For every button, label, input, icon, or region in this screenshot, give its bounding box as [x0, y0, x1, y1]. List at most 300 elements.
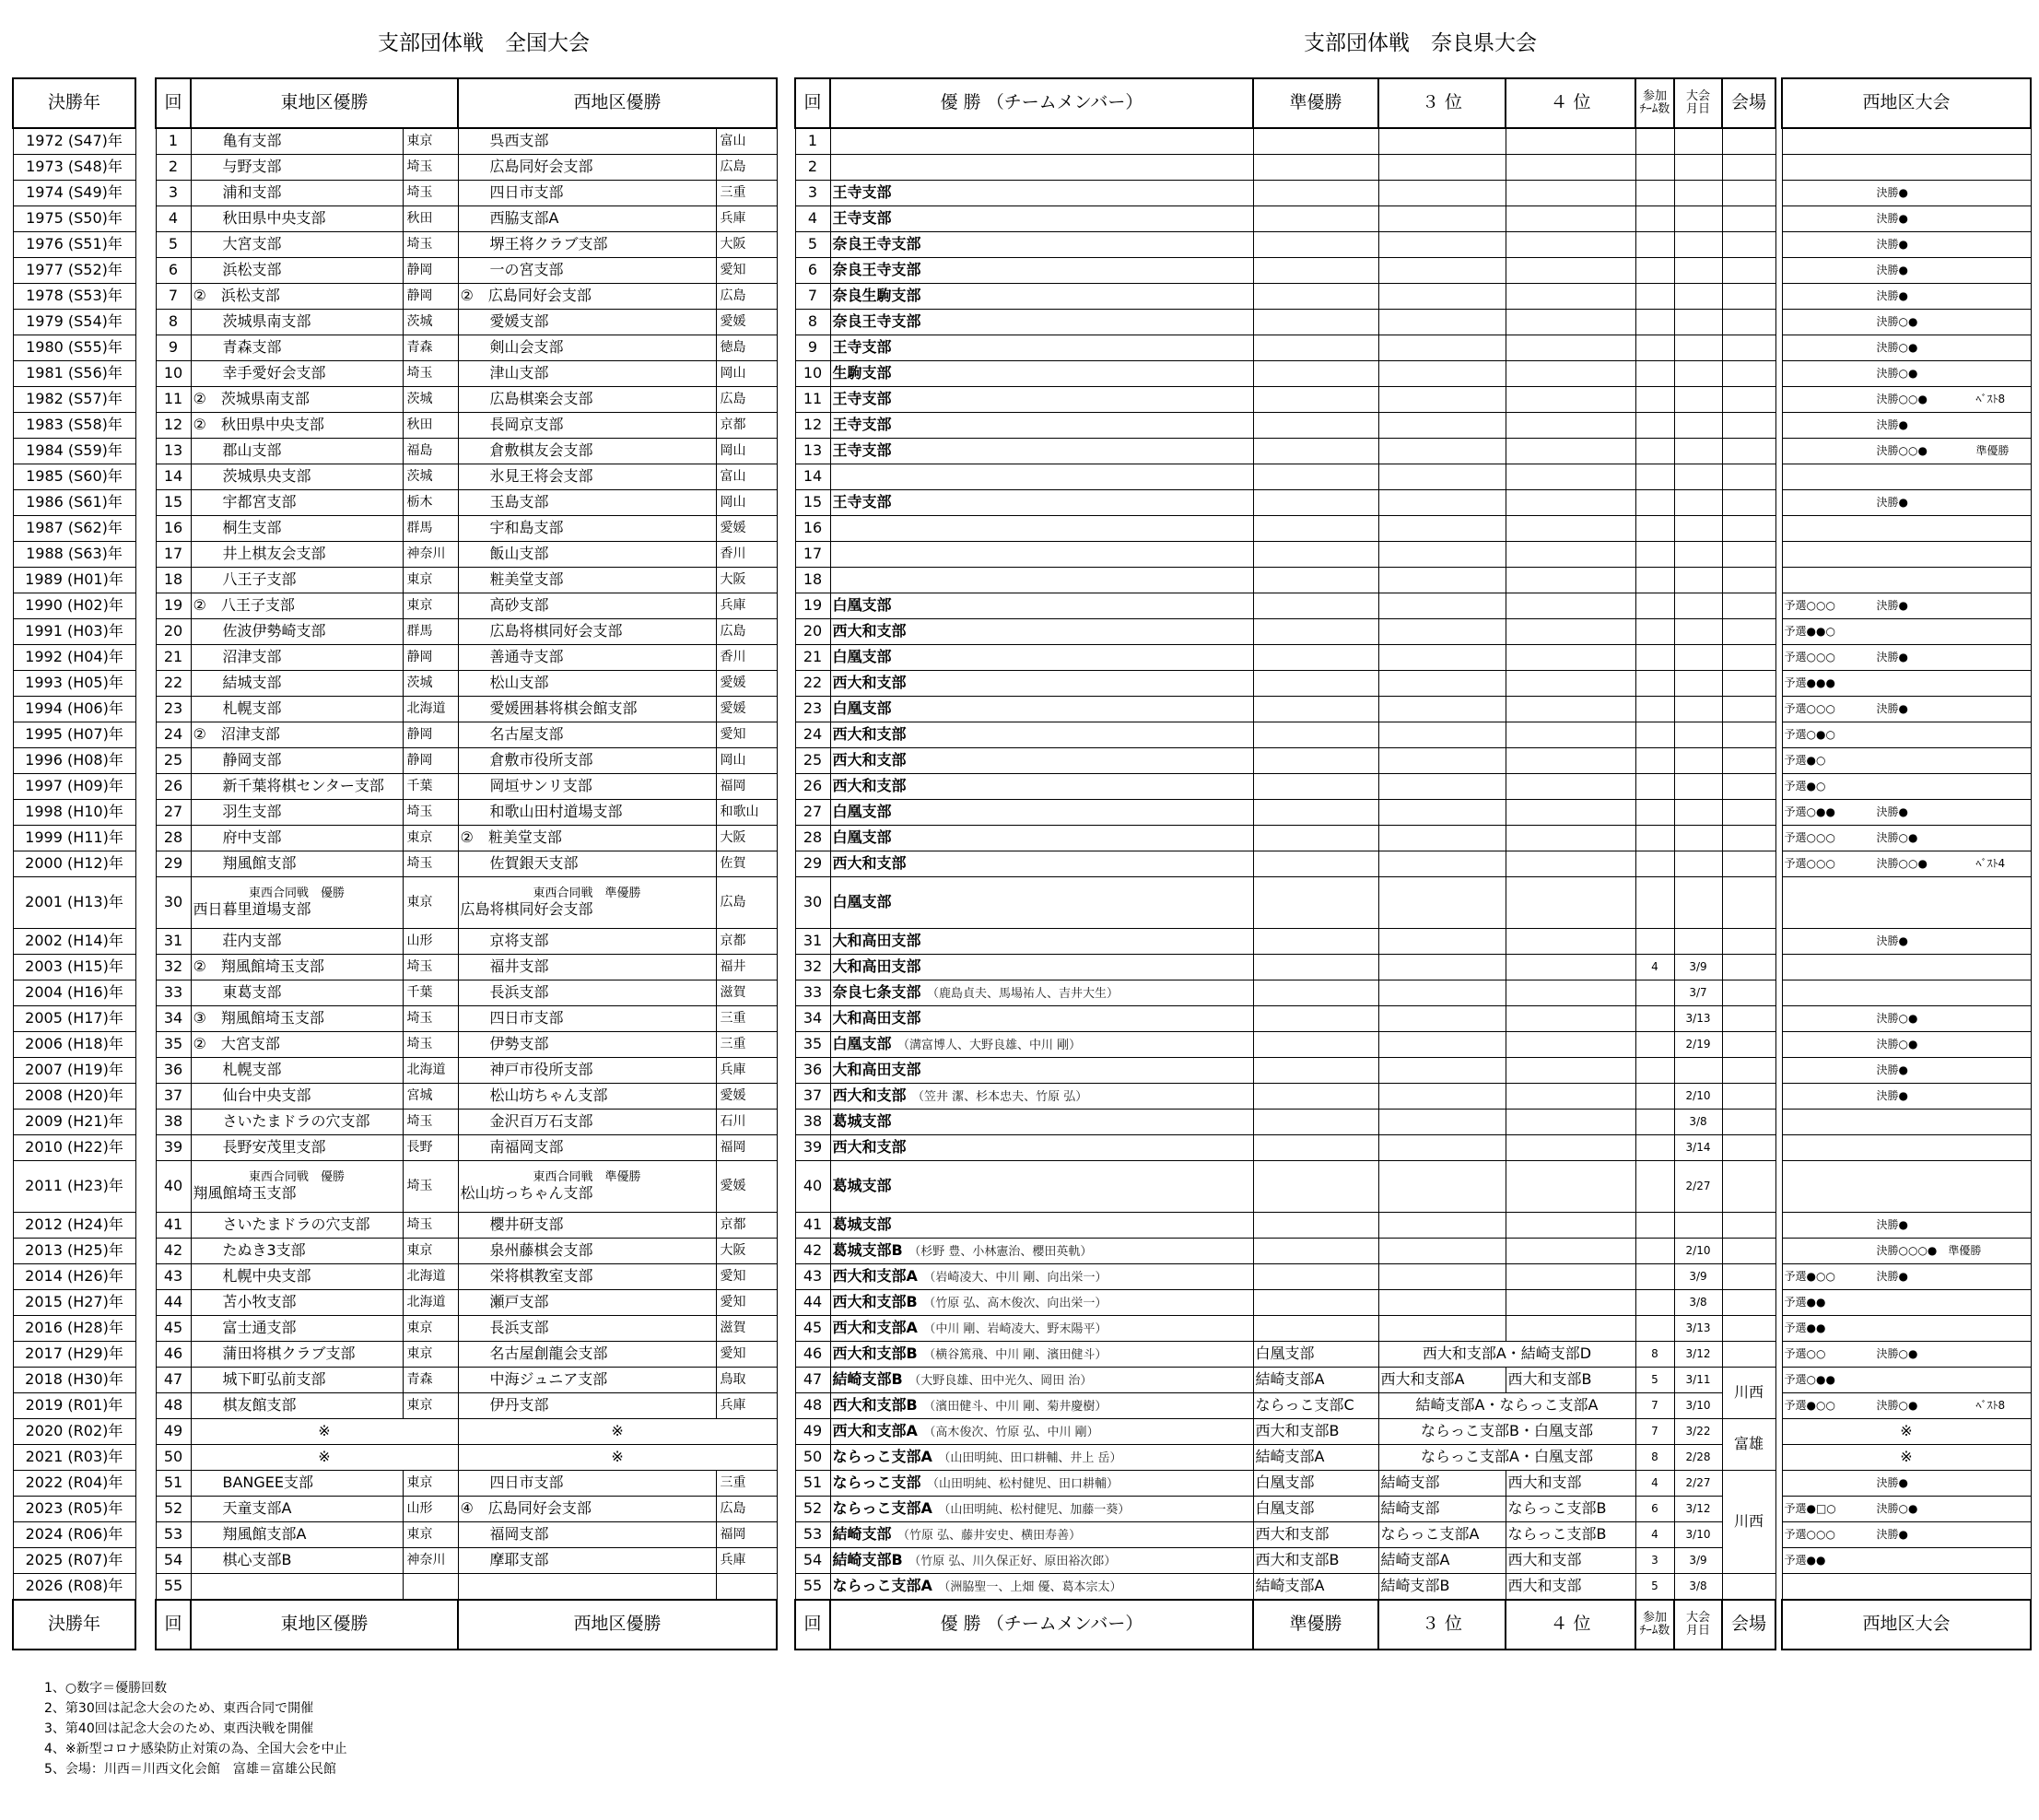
year-cell: 1989 (H01)年	[13, 568, 135, 593]
team-count	[1635, 1084, 1674, 1110]
west-prefecture: 香川	[716, 542, 777, 568]
fourth-place	[1506, 464, 1635, 490]
fourth-place	[1506, 1161, 1635, 1213]
year-cell: 2001 (H13)年	[13, 877, 135, 929]
year-row	[13, 128, 135, 155]
west-prefecture: 愛媛	[716, 671, 777, 697]
team-count: 4	[1635, 1471, 1674, 1497]
team-count	[1635, 1239, 1674, 1264]
fourth-place	[1506, 593, 1635, 619]
national-row	[156, 980, 777, 1006]
teams-header: 参加 ﾁｰﾑ数	[1635, 78, 1674, 128]
venue	[1722, 1213, 1775, 1239]
runner-up	[1253, 387, 1378, 413]
west-region-result	[1782, 1574, 2031, 1601]
winner-team: 葛城支部	[832, 1177, 892, 1195]
west-region-result: ※	[1782, 1445, 2031, 1471]
third-place	[1378, 1006, 1506, 1032]
east-winner: ② 八王子支部	[191, 593, 403, 619]
west-prefecture: 兵庫	[716, 1548, 777, 1574]
national-row	[156, 851, 777, 877]
national-row	[156, 1006, 777, 1032]
west-region-result	[1782, 232, 2031, 258]
winner-team: ならっこ支部A	[832, 1577, 932, 1595]
final-result: 決勝●	[1876, 264, 1908, 277]
west-region-row	[1782, 671, 2031, 697]
third-place	[1378, 619, 1506, 645]
round-number: 1	[156, 128, 191, 155]
team-count	[1635, 232, 1674, 258]
round-number: 23	[156, 697, 191, 722]
year-row	[13, 155, 135, 181]
nara-winner	[830, 877, 1253, 929]
third-place	[1378, 1032, 1506, 1058]
event-date	[1674, 310, 1722, 335]
round-number: 27	[156, 800, 191, 826]
winner-team: 大和高田支部	[832, 1061, 921, 1079]
runner-up	[1253, 826, 1378, 851]
team-count: 5	[1635, 1368, 1674, 1393]
final-result: 決勝●	[1876, 702, 1908, 716]
team-count	[1635, 335, 1674, 361]
nara-winner	[830, 697, 1253, 722]
west-winner: 佐賀銀天支部	[458, 851, 716, 877]
third-place	[1378, 284, 1506, 310]
runner-up: 結崎支部A	[1253, 1368, 1378, 1393]
fourth-place	[1506, 877, 1635, 929]
round-number: 35	[156, 1032, 191, 1058]
national-row	[156, 1574, 777, 1601]
nara-row	[795, 722, 1775, 748]
east-winner: 棋友館支部	[191, 1393, 403, 1419]
third-place: ならっこ支部A	[1378, 1522, 1506, 1548]
nara-winner	[830, 542, 1253, 568]
west-prefecture: 福岡	[716, 1522, 777, 1548]
venue	[1722, 1342, 1775, 1368]
third-place: ならっこ支部A・白凰支部	[1378, 1445, 1635, 1471]
west-prefecture: 兵庫	[716, 206, 777, 232]
west-region-row	[1782, 748, 2031, 774]
nara-row	[795, 645, 1775, 671]
nara-row	[795, 284, 1775, 310]
national-row	[156, 697, 777, 722]
west-winner: 倉敷市役所支部	[458, 748, 716, 774]
year-cell: 1973 (S48)年	[13, 155, 135, 181]
national-row	[156, 128, 777, 155]
east-prefecture: 秋田	[403, 413, 458, 439]
runner-up	[1253, 671, 1378, 697]
nara-row	[795, 1084, 1775, 1110]
event-date	[1674, 232, 1722, 258]
preliminary-result: 予選○○	[1784, 1347, 1826, 1361]
nara-round-number: 50	[795, 1445, 830, 1471]
west-region-row	[1782, 181, 2031, 206]
west-prefecture: 三重	[716, 181, 777, 206]
west-prefecture: 愛知	[716, 1290, 777, 1316]
nara-winner	[830, 1239, 1253, 1264]
year-cell: 2013 (H25)年	[13, 1239, 135, 1264]
nara-winner	[830, 722, 1253, 748]
preliminary-result: 予選●○	[1784, 780, 1826, 793]
third-place: 西大和支部A・結崎支部D	[1378, 1342, 1635, 1368]
west-winner	[458, 877, 716, 929]
west-winner: 善通寺支部	[458, 645, 716, 671]
third-place	[1378, 155, 1506, 181]
joint-team: 広島将棋同好会支部	[460, 899, 593, 918]
national-row	[156, 1497, 777, 1522]
team-count	[1635, 542, 1674, 568]
round-number: 41	[156, 1213, 191, 1239]
year-row	[13, 542, 135, 568]
preliminary-result: 予選○○○	[1784, 702, 1835, 716]
nara-round-number: 28	[795, 826, 830, 851]
west-prefecture: 岡山	[716, 439, 777, 464]
round-number: 2	[156, 155, 191, 181]
nara-row	[795, 181, 1775, 206]
east-prefecture: 静岡	[403, 748, 458, 774]
preliminary-result: 予選○○○	[1784, 599, 1835, 613]
nara-round-number: 39	[795, 1135, 830, 1161]
national-row	[156, 671, 777, 697]
year-cell: 2019 (R01)年	[13, 1393, 135, 1419]
east-prefecture: 静岡	[403, 645, 458, 671]
nara-round-number: 46	[795, 1342, 830, 1368]
venue: 川西	[1722, 1368, 1775, 1419]
nara-round-number: 16	[795, 516, 830, 542]
nara-round-number: 53	[795, 1522, 830, 1548]
round-number: 18	[156, 568, 191, 593]
fourth-place	[1506, 258, 1635, 284]
east-winner: たぬき3支部	[191, 1239, 403, 1264]
west-prefecture: 岡山	[716, 748, 777, 774]
team-count	[1635, 980, 1674, 1006]
national-row	[156, 1135, 777, 1161]
nara-round-number: 44	[795, 1290, 830, 1316]
west-prefecture: 愛媛	[716, 1084, 777, 1110]
nara-round-number: 13	[795, 439, 830, 464]
header-row	[156, 1600, 777, 1650]
year-row	[13, 232, 135, 258]
runner-up	[1253, 1110, 1378, 1135]
west-prefecture: 兵庫	[716, 593, 777, 619]
winner-team: ならっこ支部	[832, 1474, 921, 1492]
nara-round-number: 20	[795, 619, 830, 645]
team-count	[1635, 1161, 1674, 1213]
team-count: 3	[1635, 1548, 1674, 1574]
final-result: 決勝○●	[1876, 831, 1918, 845]
west-region-row	[1782, 1290, 2031, 1316]
east-winner: ③ 翔風館埼玉支部	[191, 1006, 403, 1032]
venue	[1722, 284, 1775, 310]
year-row	[13, 1161, 135, 1213]
team-count	[1635, 1032, 1674, 1058]
event-date	[1674, 206, 1722, 232]
fourth-place	[1506, 232, 1635, 258]
east-winner: BANGEE支部	[191, 1471, 403, 1497]
east-prefecture: 宮城	[403, 1084, 458, 1110]
event-date: 2/19	[1674, 1032, 1722, 1058]
east-prefecture: 千葉	[403, 980, 458, 1006]
preliminary-result: 予選●●	[1784, 1321, 1826, 1335]
venue	[1722, 722, 1775, 748]
runner-up	[1253, 1290, 1378, 1316]
event-date: 3/9	[1674, 1548, 1722, 1574]
event-date: 3/13	[1674, 1006, 1722, 1032]
national-row	[156, 1342, 777, 1368]
event-date: 3/12	[1674, 1497, 1722, 1522]
west-winner: 栄将棋教室支部	[458, 1264, 716, 1290]
year-row	[13, 1239, 135, 1264]
event-date: 2/10	[1674, 1239, 1722, 1264]
east-prefecture: 埼玉	[403, 1161, 458, 1213]
east-prefecture: 東京	[403, 128, 458, 155]
year-cell: 2017 (H29)年	[13, 1342, 135, 1368]
nara-round-number: 3	[795, 181, 830, 206]
winner-header: 優 勝 （チームメンバー）	[830, 78, 1253, 128]
east-winner: ② 大宮支部	[191, 1032, 403, 1058]
west-region-result	[1782, 1522, 2031, 1548]
venue	[1722, 826, 1775, 851]
west-prefecture: 和歌山	[716, 800, 777, 826]
east-prefecture: 埼玉	[403, 1006, 458, 1032]
fourth-place	[1506, 748, 1635, 774]
venue	[1722, 155, 1775, 181]
west-region-footer: 西地区大会	[1782, 1600, 2031, 1650]
round-number: 52	[156, 1497, 191, 1522]
national-row	[156, 1084, 777, 1110]
venue	[1722, 748, 1775, 774]
nara-winner	[830, 128, 1253, 155]
west-winner: 長浜支部	[458, 1316, 716, 1342]
event-date	[1674, 619, 1722, 645]
event-date	[1674, 542, 1722, 568]
event-date	[1674, 128, 1722, 155]
nara-round-number: 47	[795, 1368, 830, 1393]
winner-team: 白凰支部	[832, 1035, 892, 1053]
winner-team: 大和高田支部	[832, 957, 921, 976]
event-date	[1674, 697, 1722, 722]
year-row	[13, 1548, 135, 1574]
west-winner: 広島将棋同好会支部	[458, 619, 716, 645]
event-date	[1674, 568, 1722, 593]
west-region-row	[1782, 258, 2031, 284]
east-prefecture: 埼玉	[403, 1110, 458, 1135]
event-date: 2/27	[1674, 1161, 1722, 1213]
runner-up	[1253, 877, 1378, 929]
preliminary-result: 予選●●	[1784, 1554, 1826, 1568]
third-place: 結崎支部	[1378, 1471, 1506, 1497]
fourth-place	[1506, 128, 1635, 155]
national-row	[156, 1032, 777, 1058]
venue	[1722, 1135, 1775, 1161]
nara-round-header: 回	[795, 78, 830, 128]
team-count	[1635, 1290, 1674, 1316]
nara-round-number: 14	[795, 464, 830, 490]
header-row	[156, 78, 777, 128]
west-region-result	[1782, 1110, 2031, 1135]
winner-team: 西大和支部	[832, 674, 907, 692]
team-count	[1635, 619, 1674, 645]
nara-winner	[830, 929, 1253, 955]
fourth-place: 西大和支部	[1506, 1548, 1635, 1574]
round-number: 55	[156, 1574, 191, 1601]
third-place	[1378, 980, 1506, 1006]
round-number: 29	[156, 851, 191, 877]
nara-winner	[830, 826, 1253, 851]
year-row	[13, 645, 135, 671]
year-row	[13, 387, 135, 413]
final-result: 決勝●	[1876, 805, 1908, 819]
west-region-result	[1782, 800, 2031, 826]
national-row	[156, 1393, 777, 1419]
nara-winner	[830, 980, 1253, 1006]
year-row	[13, 490, 135, 516]
west-region-result	[1782, 1058, 2031, 1084]
year-cell: 2021 (R03)年	[13, 1445, 135, 1471]
west-region-result	[1782, 774, 2031, 800]
national-table	[155, 77, 778, 1650]
west-region-header: 西地区大会	[1782, 78, 2031, 128]
west-region-result	[1782, 1342, 2031, 1368]
footnote-1: 1、○数字＝優勝回数	[44, 1681, 168, 1696]
footnote-5: 5、会場：川西＝川西文化会館 富雄＝富雄公民館	[44, 1762, 336, 1777]
national-row	[156, 542, 777, 568]
west-region-row	[1782, 439, 2031, 464]
east-winner: さいたまドラの穴支部	[191, 1110, 403, 1135]
winner-team: 生駒支部	[832, 364, 892, 382]
national-row	[156, 1548, 777, 1574]
nara-round-number: 25	[795, 748, 830, 774]
west-winner: 福井支部	[458, 955, 716, 980]
team-count	[1635, 800, 1674, 826]
winner-team: 西大和支部	[832, 1138, 907, 1157]
venue	[1722, 697, 1775, 722]
west-winner: 西脇支部A	[458, 206, 716, 232]
runner-up: 西大和支部B	[1253, 1419, 1378, 1445]
final-result: 決勝○○●	[1876, 444, 1928, 458]
event-date: 3/10	[1674, 1393, 1722, 1419]
fourth-place	[1506, 955, 1635, 980]
west-prefecture: 愛知	[716, 1342, 777, 1368]
west-winner: 四日市支部	[458, 1006, 716, 1032]
year-row	[13, 284, 135, 310]
west-winner: 愛媛支部	[458, 310, 716, 335]
venue	[1722, 1239, 1775, 1264]
east-prefecture: 埼玉	[403, 361, 458, 387]
year-row	[13, 955, 135, 980]
national-row	[156, 1445, 777, 1471]
nara-row	[795, 1135, 1775, 1161]
year-row	[13, 671, 135, 697]
round-number: 14	[156, 464, 191, 490]
year-cell: 2018 (H30)年	[13, 1368, 135, 1393]
nara-round-number: 11	[795, 387, 830, 413]
fourth-place	[1506, 361, 1635, 387]
event-date	[1674, 851, 1722, 877]
nara-winner	[830, 1445, 1253, 1471]
nara-winner	[830, 310, 1253, 335]
winner-team: 西大和支部B	[832, 1396, 918, 1415]
west-winner: 福岡支部	[458, 1522, 716, 1548]
joint-team: 翔風館埼玉支部	[193, 1183, 297, 1202]
west-winner: 長岡京支部	[458, 413, 716, 439]
round-number: 9	[156, 335, 191, 361]
team-count	[1635, 593, 1674, 619]
east-footer: 東地区優勝	[191, 1600, 458, 1650]
final-result: 決勝●	[1876, 496, 1908, 510]
year-row	[13, 361, 135, 387]
round-number: 26	[156, 774, 191, 800]
event-date	[1674, 671, 1722, 697]
west-prefecture: 愛知	[716, 1264, 777, 1290]
nara-row	[795, 593, 1775, 619]
team-count	[1635, 361, 1674, 387]
venue	[1722, 464, 1775, 490]
west-prefecture: 愛媛	[716, 697, 777, 722]
winner-team: ならっこ支部A	[832, 1448, 932, 1466]
west-winner: ④ 広島同好会支部	[458, 1497, 716, 1522]
nara-row	[795, 516, 1775, 542]
east-winner: 札幌支部	[191, 1058, 403, 1084]
year-row	[13, 1419, 135, 1445]
east-winner: 天童支部A	[191, 1497, 403, 1522]
round-number: 21	[156, 645, 191, 671]
east-winner: 八王子支部	[191, 568, 403, 593]
third-place	[1378, 361, 1506, 387]
event-date	[1674, 181, 1722, 206]
nara-winner	[830, 1368, 1253, 1393]
venue	[1722, 1290, 1775, 1316]
venue	[1722, 774, 1775, 800]
team-count	[1635, 258, 1674, 284]
fourth-place	[1506, 206, 1635, 232]
final-result: 決勝○●	[1876, 1038, 1918, 1051]
round-number: 24	[156, 722, 191, 748]
west-winner: 呉西支部	[458, 128, 716, 155]
round-number: 50	[156, 1445, 191, 1471]
year-cell: 2026 (R08)年	[13, 1574, 135, 1601]
team-count	[1635, 568, 1674, 593]
east-prefecture: 長野	[403, 1135, 458, 1161]
venue	[1722, 1110, 1775, 1135]
year-cell: 2024 (R06)年	[13, 1522, 135, 1548]
venue	[1722, 568, 1775, 593]
team-count	[1635, 181, 1674, 206]
runner-up	[1253, 232, 1378, 258]
nara-row	[795, 877, 1775, 929]
joint-team: 松山坊っちゃん支部	[460, 1183, 593, 1202]
joint-label: 東西合同戦 優勝	[248, 1169, 345, 1184]
east-winner: 大宮支部	[191, 232, 403, 258]
venue	[1722, 439, 1775, 464]
team-count	[1635, 310, 1674, 335]
west-region-result	[1782, 1497, 2031, 1522]
final-result: 決勝●	[1876, 418, 1908, 432]
runner-up	[1253, 413, 1378, 439]
west-region-row	[1782, 774, 2031, 800]
event-date	[1674, 748, 1722, 774]
east-winner: ② 茨城県南支部	[191, 387, 403, 413]
west-region-row	[1782, 1342, 2031, 1368]
east-prefecture: 東京	[403, 593, 458, 619]
east-winner: 静岡支部	[191, 748, 403, 774]
east-prefecture: 埼玉	[403, 155, 458, 181]
west-region-row	[1782, 1393, 2031, 1419]
event-date: 3/9	[1674, 1264, 1722, 1290]
fourth-place	[1506, 439, 1635, 464]
west-region-result	[1782, 1239, 2031, 1264]
year-row	[13, 619, 135, 645]
